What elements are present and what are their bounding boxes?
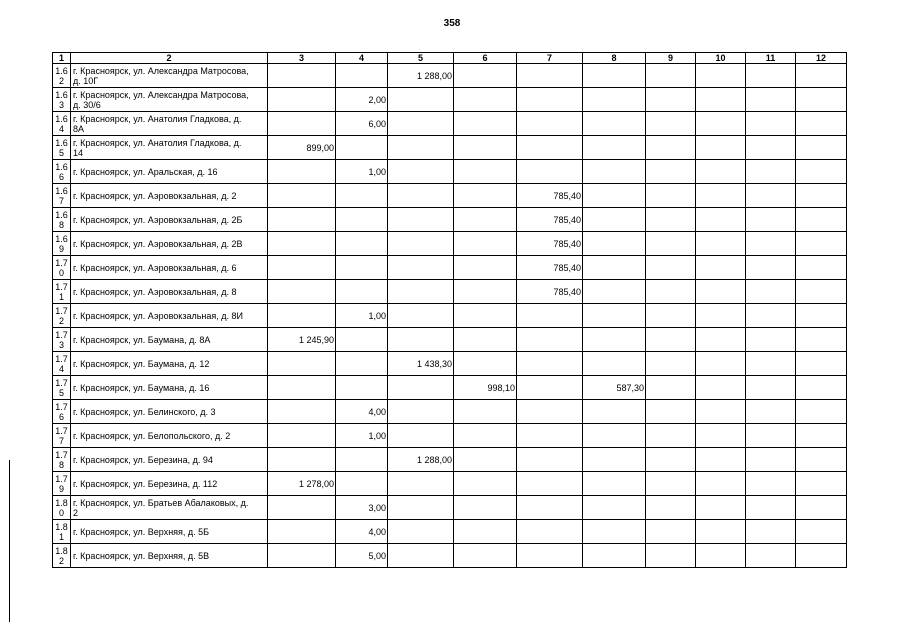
value-cell-col-12 (796, 520, 847, 544)
column-header-7: 7 (517, 53, 583, 64)
address-cell: г. Красноярск, ул. Аэровокзальная, д. 8И (71, 304, 268, 328)
value-cell-col-9 (646, 520, 696, 544)
value-cell-col-4: 6,00 (336, 112, 388, 136)
table-row (53, 400, 847, 424)
value-cell-col-12 (796, 280, 847, 304)
row-number-cell: 1.7 7 (53, 424, 71, 448)
value-cell-col-11 (746, 280, 796, 304)
row-number-cell: 1.7 3 (53, 328, 71, 352)
value-cell-col-11 (746, 328, 796, 352)
value-cell-col-10 (696, 88, 746, 112)
value-cell-col-11 (746, 88, 796, 112)
value-cell-col-11 (746, 544, 796, 568)
value-cell-col-3 (268, 88, 336, 112)
value-cell-col-11 (746, 304, 796, 328)
table-header-row (53, 53, 847, 64)
value-cell-col-8: 587,30 (583, 376, 646, 400)
value-cell-col-3 (268, 112, 336, 136)
value-cell-col-7: 785,40 (517, 184, 583, 208)
address-cell: г. Красноярск, ул. Братьев Абалаковых, д. 2 (71, 496, 268, 520)
value-cell-col-4 (336, 136, 388, 160)
value-cell-col-4 (336, 352, 388, 376)
address-cell: г. Красноярск, ул. Александра Матросова, д. 10Г (71, 64, 268, 88)
value-cell-col-4: 3,00 (336, 496, 388, 520)
value-cell-col-5 (388, 520, 454, 544)
address-cell: г. Красноярск, ул. Аэровокзальная, д. 2Б (71, 208, 268, 232)
value-cell-col-10 (696, 448, 746, 472)
table-row (53, 64, 847, 88)
value-cell-col-10 (696, 376, 746, 400)
address-cell: г. Красноярск, ул. Аэровокзальная, д. 2 (71, 184, 268, 208)
table-row (53, 280, 847, 304)
value-cell-col-7 (517, 496, 583, 520)
value-cell-col-8 (583, 400, 646, 424)
value-cell-col-6 (454, 328, 517, 352)
value-cell-col-3 (268, 232, 336, 256)
column-header-1: 1 (53, 53, 71, 64)
value-cell-col-7 (517, 304, 583, 328)
value-cell-col-3 (268, 184, 336, 208)
value-cell-col-7 (517, 424, 583, 448)
value-cell-col-8 (583, 352, 646, 376)
value-cell-col-8 (583, 520, 646, 544)
value-cell-col-5 (388, 160, 454, 184)
value-cell-col-6 (454, 400, 517, 424)
value-cell-col-6 (454, 352, 517, 376)
value-cell-col-3 (268, 304, 336, 328)
value-cell-col-10 (696, 544, 746, 568)
value-cell-col-5 (388, 136, 454, 160)
row-number-cell: 1.7 1 (53, 280, 71, 304)
value-cell-col-9 (646, 160, 696, 184)
table-row (53, 208, 847, 232)
table-row (53, 448, 847, 472)
value-cell-col-8 (583, 136, 646, 160)
value-cell-col-6 (454, 184, 517, 208)
value-cell-col-3 (268, 520, 336, 544)
value-cell-col-6 (454, 208, 517, 232)
value-cell-col-4 (336, 232, 388, 256)
column-header-5: 5 (388, 53, 454, 64)
value-cell-col-7 (517, 448, 583, 472)
value-cell-col-4: 5,00 (336, 544, 388, 568)
value-cell-col-7 (517, 88, 583, 112)
value-cell-col-10 (696, 112, 746, 136)
value-cell-col-10 (696, 232, 746, 256)
row-number-cell: 1.8 2 (53, 544, 71, 568)
value-cell-col-9 (646, 304, 696, 328)
value-cell-col-9 (646, 352, 696, 376)
value-cell-col-9 (646, 256, 696, 280)
value-cell-col-12 (796, 304, 847, 328)
value-cell-col-11 (746, 208, 796, 232)
address-cell: г. Красноярск, ул. Аэровокзальная, д. 6 (71, 256, 268, 280)
value-cell-col-10 (696, 184, 746, 208)
value-cell-col-11 (746, 352, 796, 376)
value-cell-col-7: 785,40 (517, 232, 583, 256)
value-cell-col-4 (336, 208, 388, 232)
table-row (53, 232, 847, 256)
value-cell-col-8 (583, 496, 646, 520)
value-cell-col-4: 1,00 (336, 304, 388, 328)
value-cell-col-10 (696, 304, 746, 328)
value-cell-col-3 (268, 280, 336, 304)
margin-line (9, 460, 10, 622)
value-cell-col-8 (583, 160, 646, 184)
value-cell-col-6 (454, 232, 517, 256)
table-row (53, 88, 847, 112)
value-cell-col-8 (583, 544, 646, 568)
value-cell-col-12 (796, 352, 847, 376)
value-cell-col-8 (583, 112, 646, 136)
value-cell-col-3 (268, 64, 336, 88)
value-cell-col-12 (796, 232, 847, 256)
value-cell-col-10 (696, 472, 746, 496)
row-number-cell: 1.7 0 (53, 256, 71, 280)
value-cell-col-7 (517, 64, 583, 88)
value-cell-col-11 (746, 160, 796, 184)
row-number-cell: 1.7 6 (53, 400, 71, 424)
value-cell-col-10 (696, 352, 746, 376)
value-cell-col-5 (388, 472, 454, 496)
address-cell: г. Красноярск, ул. Баумана, д. 12 (71, 352, 268, 376)
row-number-cell: 1.6 4 (53, 112, 71, 136)
value-cell-col-3 (268, 208, 336, 232)
value-cell-col-7 (517, 160, 583, 184)
value-cell-col-10 (696, 256, 746, 280)
value-cell-col-11 (746, 424, 796, 448)
value-cell-col-10 (696, 160, 746, 184)
value-cell-col-12 (796, 160, 847, 184)
table-row (53, 160, 847, 184)
column-header-8: 8 (583, 53, 646, 64)
value-cell-col-3 (268, 544, 336, 568)
value-cell-col-5: 1 288,00 (388, 64, 454, 88)
value-cell-col-8 (583, 304, 646, 328)
value-cell-col-4 (336, 472, 388, 496)
address-cell: г. Красноярск, ул. Баумана, д. 16 (71, 376, 268, 400)
table-row (53, 352, 847, 376)
value-cell-col-7: 785,40 (517, 208, 583, 232)
value-cell-col-7 (517, 520, 583, 544)
address-cell: г. Красноярск, ул. Белинского, д. 3 (71, 400, 268, 424)
value-cell-col-11 (746, 136, 796, 160)
row-number-cell: 1.8 1 (53, 520, 71, 544)
row-number-cell: 1.7 8 (53, 448, 71, 472)
address-cell: г. Красноярск, ул. Аэровокзальная, д. 8 (71, 280, 268, 304)
address-cell: г. Красноярск, ул. Аэровокзальная, д. 2В (71, 232, 268, 256)
value-cell-col-5 (388, 232, 454, 256)
value-cell-col-4 (336, 376, 388, 400)
column-header-12: 12 (796, 53, 847, 64)
value-cell-col-6 (454, 280, 517, 304)
table-row (53, 328, 847, 352)
value-cell-col-5 (388, 208, 454, 232)
value-cell-col-6 (454, 160, 517, 184)
value-cell-col-6 (454, 496, 517, 520)
value-cell-col-12 (796, 208, 847, 232)
value-cell-col-3: 899,00 (268, 136, 336, 160)
row-number-cell: 1.7 2 (53, 304, 71, 328)
column-header-4: 4 (336, 53, 388, 64)
row-number-cell: 1.7 4 (53, 352, 71, 376)
value-cell-col-6 (454, 88, 517, 112)
value-cell-col-3: 1 245,90 (268, 328, 336, 352)
value-cell-col-3 (268, 160, 336, 184)
value-cell-col-9 (646, 184, 696, 208)
value-cell-col-8 (583, 448, 646, 472)
value-cell-col-12 (796, 400, 847, 424)
value-cell-col-8 (583, 88, 646, 112)
value-cell-col-8 (583, 280, 646, 304)
row-number-cell: 1.6 8 (53, 208, 71, 232)
value-cell-col-6 (454, 112, 517, 136)
value-cell-col-12 (796, 112, 847, 136)
value-cell-col-10 (696, 496, 746, 520)
value-cell-col-10 (696, 424, 746, 448)
table-row (53, 184, 847, 208)
value-cell-col-9 (646, 280, 696, 304)
value-cell-col-11 (746, 400, 796, 424)
value-cell-col-9 (646, 496, 696, 520)
value-cell-col-11 (746, 184, 796, 208)
value-cell-col-6 (454, 424, 517, 448)
address-cell: г. Красноярск, ул. Аральская, д. 16 (71, 160, 268, 184)
value-cell-col-6 (454, 136, 517, 160)
value-cell-col-12 (796, 136, 847, 160)
value-cell-col-8 (583, 472, 646, 496)
value-cell-col-3 (268, 376, 336, 400)
value-cell-col-6: 998,10 (454, 376, 517, 400)
value-cell-col-5 (388, 184, 454, 208)
value-cell-col-4: 4,00 (336, 400, 388, 424)
row-number-cell: 1.6 5 (53, 136, 71, 160)
value-cell-col-5 (388, 544, 454, 568)
value-cell-col-11 (746, 448, 796, 472)
value-cell-col-12 (796, 376, 847, 400)
value-cell-col-8 (583, 232, 646, 256)
value-cell-col-5 (388, 400, 454, 424)
value-cell-col-5 (388, 304, 454, 328)
value-cell-col-8 (583, 208, 646, 232)
value-cell-col-3 (268, 448, 336, 472)
column-header-9: 9 (646, 53, 696, 64)
value-cell-col-3 (268, 400, 336, 424)
value-cell-col-12 (796, 88, 847, 112)
value-cell-col-7 (517, 544, 583, 568)
table-row (53, 136, 847, 160)
value-cell-col-4 (336, 256, 388, 280)
value-cell-col-7: 785,40 (517, 280, 583, 304)
value-cell-col-6 (454, 520, 517, 544)
column-header-11: 11 (746, 53, 796, 64)
value-cell-col-10 (696, 280, 746, 304)
data-table (52, 52, 847, 568)
column-header-6: 6 (454, 53, 517, 64)
value-cell-col-12 (796, 472, 847, 496)
address-cell: г. Красноярск, ул. Верхняя, д. 5В (71, 544, 268, 568)
value-cell-col-9 (646, 208, 696, 232)
table-row (53, 424, 847, 448)
value-cell-col-4 (336, 328, 388, 352)
table-row (53, 112, 847, 136)
row-number-cell: 1.6 9 (53, 232, 71, 256)
address-cell: г. Красноярск, ул. Березина, д. 112 (71, 472, 268, 496)
table-row (53, 520, 847, 544)
value-cell-col-5 (388, 376, 454, 400)
value-cell-col-9 (646, 400, 696, 424)
address-cell: г. Красноярск, ул. Верхняя, д. 5Б (71, 520, 268, 544)
value-cell-col-7 (517, 136, 583, 160)
value-cell-col-8 (583, 184, 646, 208)
value-cell-col-5: 1 288,00 (388, 448, 454, 472)
value-cell-col-11 (746, 232, 796, 256)
value-cell-col-12 (796, 184, 847, 208)
value-cell-col-6 (454, 544, 517, 568)
value-cell-col-12 (796, 496, 847, 520)
column-header-3: 3 (268, 53, 336, 64)
value-cell-col-11 (746, 520, 796, 544)
value-cell-col-4: 4,00 (336, 520, 388, 544)
value-cell-col-9 (646, 376, 696, 400)
value-cell-col-6 (454, 256, 517, 280)
value-cell-col-8 (583, 328, 646, 352)
row-number-cell: 1.7 9 (53, 472, 71, 496)
value-cell-col-7 (517, 472, 583, 496)
value-cell-col-12 (796, 328, 847, 352)
address-cell: г. Красноярск, ул. Баумана, д. 8А (71, 328, 268, 352)
value-cell-col-12 (796, 256, 847, 280)
value-cell-col-9 (646, 64, 696, 88)
value-cell-col-4 (336, 280, 388, 304)
value-cell-col-11 (746, 376, 796, 400)
value-cell-col-12 (796, 64, 847, 88)
table-row (53, 256, 847, 280)
value-cell-col-10 (696, 64, 746, 88)
column-header-10: 10 (696, 53, 746, 64)
value-cell-col-7 (517, 376, 583, 400)
value-cell-col-11 (746, 64, 796, 88)
address-cell: г. Красноярск, ул. Анатолия Гладкова, д. 8А (71, 112, 268, 136)
value-cell-col-10 (696, 136, 746, 160)
value-cell-col-12 (796, 448, 847, 472)
value-cell-col-9 (646, 112, 696, 136)
address-cell: г. Красноярск, ул. Анатолия Гладкова, д. 14 (71, 136, 268, 160)
value-cell-col-11 (746, 496, 796, 520)
value-cell-col-7 (517, 400, 583, 424)
value-cell-col-9 (646, 472, 696, 496)
value-cell-col-10 (696, 520, 746, 544)
address-cell: г. Красноярск, ул. Белопольского, д. 2 (71, 424, 268, 448)
value-cell-col-6 (454, 64, 517, 88)
value-cell-col-5 (388, 256, 454, 280)
row-number-cell: 1.7 5 (53, 376, 71, 400)
value-cell-col-5 (388, 496, 454, 520)
value-cell-col-3 (268, 424, 336, 448)
value-cell-col-5 (388, 112, 454, 136)
table-row (53, 472, 847, 496)
value-cell-col-6 (454, 448, 517, 472)
value-cell-col-7 (517, 328, 583, 352)
value-cell-col-6 (454, 304, 517, 328)
value-cell-col-10 (696, 400, 746, 424)
value-cell-col-3 (268, 496, 336, 520)
value-cell-col-9 (646, 136, 696, 160)
row-number-cell: 1.6 6 (53, 160, 71, 184)
value-cell-col-3 (268, 352, 336, 376)
value-cell-col-6 (454, 472, 517, 496)
value-cell-col-5: 1 438,30 (388, 352, 454, 376)
row-number-cell: 1.6 3 (53, 88, 71, 112)
value-cell-col-9 (646, 448, 696, 472)
value-cell-col-11 (746, 472, 796, 496)
table-row (53, 376, 847, 400)
table-row (53, 496, 847, 520)
value-cell-col-9 (646, 424, 696, 448)
value-cell-col-12 (796, 544, 847, 568)
address-cell: г. Красноярск, ул. Александра Матросова, д. 30/6 (71, 88, 268, 112)
row-number-cell: 1.6 7 (53, 184, 71, 208)
value-cell-col-11 (746, 256, 796, 280)
page-number: 358 (443, 18, 461, 29)
value-cell-col-5 (388, 424, 454, 448)
value-cell-col-5 (388, 280, 454, 304)
value-cell-col-4: 1,00 (336, 160, 388, 184)
value-cell-col-4: 1,00 (336, 424, 388, 448)
row-number-cell: 1.8 0 (53, 496, 71, 520)
value-cell-col-10 (696, 328, 746, 352)
address-cell: г. Красноярск, ул. Березина, д. 94 (71, 448, 268, 472)
value-cell-col-7 (517, 352, 583, 376)
value-cell-col-4: 2,00 (336, 88, 388, 112)
value-cell-col-9 (646, 88, 696, 112)
row-number-cell: 1.6 2 (53, 64, 71, 88)
value-cell-col-8 (583, 256, 646, 280)
value-cell-col-7 (517, 112, 583, 136)
value-cell-col-4 (336, 184, 388, 208)
value-cell-col-5 (388, 328, 454, 352)
column-header-2: 2 (71, 53, 268, 64)
value-cell-col-4 (336, 64, 388, 88)
value-cell-col-8 (583, 424, 646, 448)
value-cell-col-3: 1 278,00 (268, 472, 336, 496)
value-cell-col-7: 785,40 (517, 256, 583, 280)
value-cell-col-3 (268, 256, 336, 280)
value-cell-col-10 (696, 208, 746, 232)
value-cell-col-11 (746, 112, 796, 136)
value-cell-col-9 (646, 328, 696, 352)
table-row (53, 544, 847, 568)
value-cell-col-8 (583, 64, 646, 88)
table-row (53, 304, 847, 328)
value-cell-col-4 (336, 448, 388, 472)
value-cell-col-9 (646, 232, 696, 256)
value-cell-col-9 (646, 544, 696, 568)
value-cell-col-5 (388, 88, 454, 112)
value-cell-col-12 (796, 424, 847, 448)
